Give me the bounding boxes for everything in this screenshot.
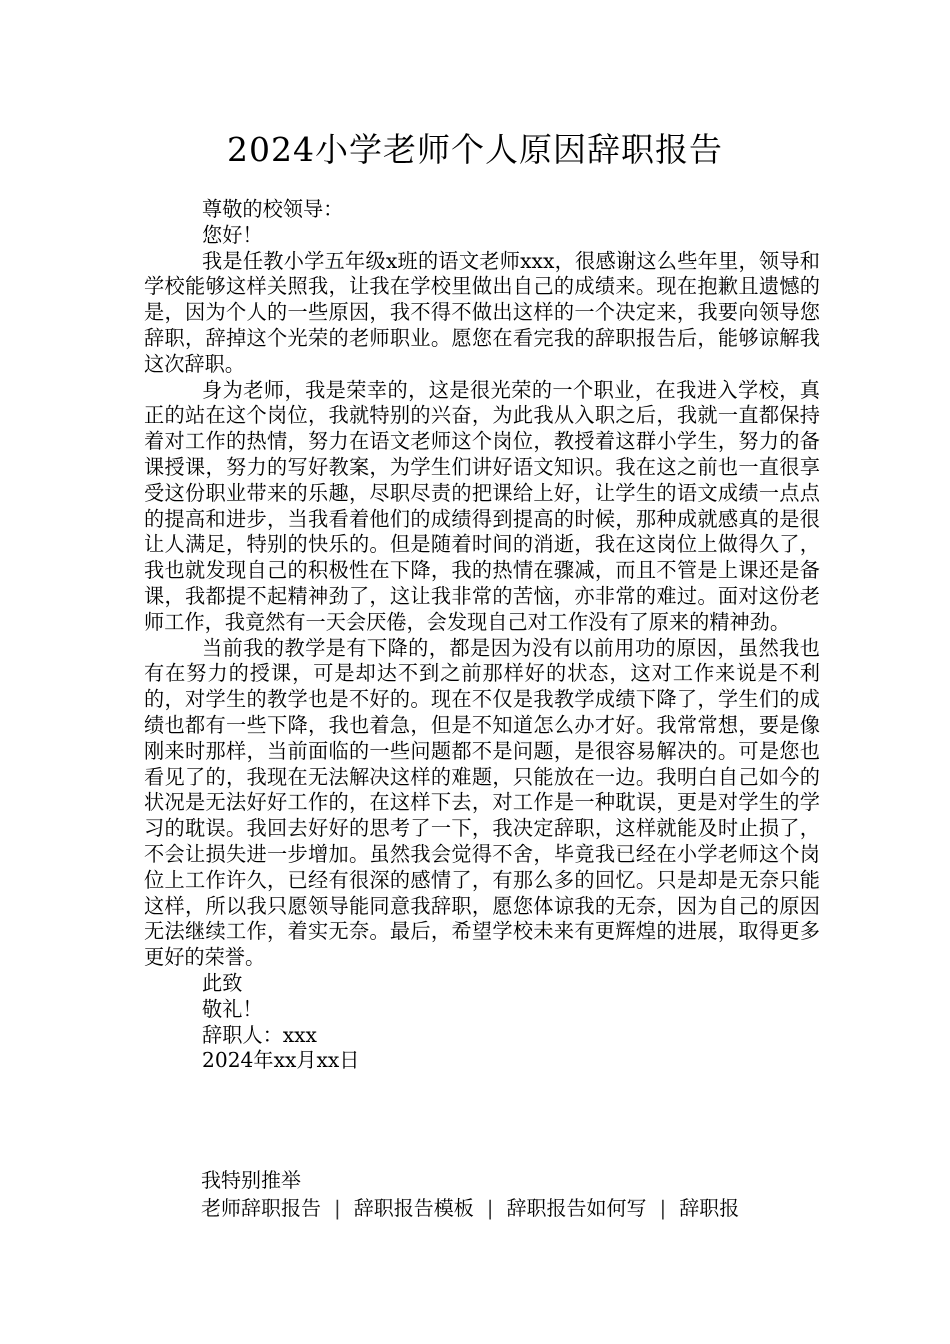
recommend-heading: 我特别推举: [201, 1168, 301, 1192]
link-separator: |: [334, 1196, 341, 1220]
letter-body: [144, 197, 820, 1074]
signature: 辞职人：xxx: [202, 1022, 317, 1047]
link-resignation-template[interactable]: 辞职报告模板: [353, 1196, 474, 1220]
closing-line-1: 此致: [202, 970, 243, 995]
document-title: 2024小学老师个人原因辞职报告: [227, 130, 723, 169]
closing-line-2: 敬礼！: [202, 996, 263, 1021]
salutation: 尊敬的校领导：: [202, 197, 344, 221]
link-how-to-write[interactable]: 辞职报告如何写: [506, 1196, 647, 1220]
paragraph-1: 我是任教小学五年级x班的语文老师xxx，很感谢这么些年里，领导和学校能够这样关照我，让我在学校里做出自己的成绩来。现在抱歉且遗憾的是，因为个人的一些原因，我不得不做出这样的一个决定来，我要向领导您辞职，辞掉这个光荣的老师职业。愿您在看完我的辞职报告后，能够谅解我这次辞职。: [144, 248, 820, 376]
recommend-links: [201, 1194, 821, 1224]
paragraph-3: 当前我的教学是有下降的，都是因为没有以前用功的原因，虽然我也有在努力的授课，可是却达不到之前那样好的状态，这对工作来说是不利的，对学生的教学也是不好的。现在不仅是我教学成绩下降了，学生们的成绩也都有一些下降，我也着急，但是不知道怎么办才好。我常常想，要是像刚来时那样，当前面临的一些问题都不是问题，是很容易解决的。可是您也看见了的，我现在无法解决这样的难题，只能放在一边。我明白自己如今的状况是无法好好工作的，在这样下去，对工作是一种耽误，更是对学生的学习的耽误。我回去好好的思考了一下，我决定辞职，这样就能及时止损了，不会让损失进一步增加。虽然我会觉得不舍，毕竟我已经在小学老师这个岗位上工作许久，已经有很深的感情了，有那么多的回忆。只是却是无奈只能这样，所以我只愿领导能同意我辞职，愿您体谅我的无奈，因为自己的原因无法继续工作，着实无奈。最后，希望学校未来有更辉煌的进展，取得更多更好的荣誉。: [144, 635, 820, 970]
link-teacher-resignation[interactable]: 老师辞职报告: [201, 1196, 321, 1220]
link-separator: |: [659, 1196, 667, 1220]
date: 2024年xx月xx日: [202, 1048, 360, 1073]
greeting: 您好！: [202, 222, 263, 247]
paragraph-2: 身为老师，我是荣幸的，这是很光荣的一个职业，在我进入学校，真正的站在这个岗位，我就特别的兴奋，为此我从入职之后，我就一直都保持着对工作的热情，努力在语文老师这个岗位，教授着这群小学生，努力的备课授课，努力的写好教案，为学生们讲好语文知识。我在这之前也一直很享受这份职业带来的乐趣，尽职尽责的把课给上好，让学生的语文成绩一点点的提高和进步，当我看着他们的成绩得到提高的时候，那种成就感真的是很让人满足，特别的快乐的。但是随着时间的消逝，我在这岗位上做得久了，我也就发现自己的积极性在下降，我的热情在骤减，而且不管是上课还是备课，我都提不起精神劲了，这让我非常的苦恼，亦非常的难过。面对这份老师工作，我竟然有一天会厌倦，会发现自己对工作没有了原来的精神劲。: [144, 377, 820, 634]
link-separator: |: [486, 1196, 494, 1220]
link-resignation-truncated[interactable]: 辞职报: [679, 1196, 740, 1220]
